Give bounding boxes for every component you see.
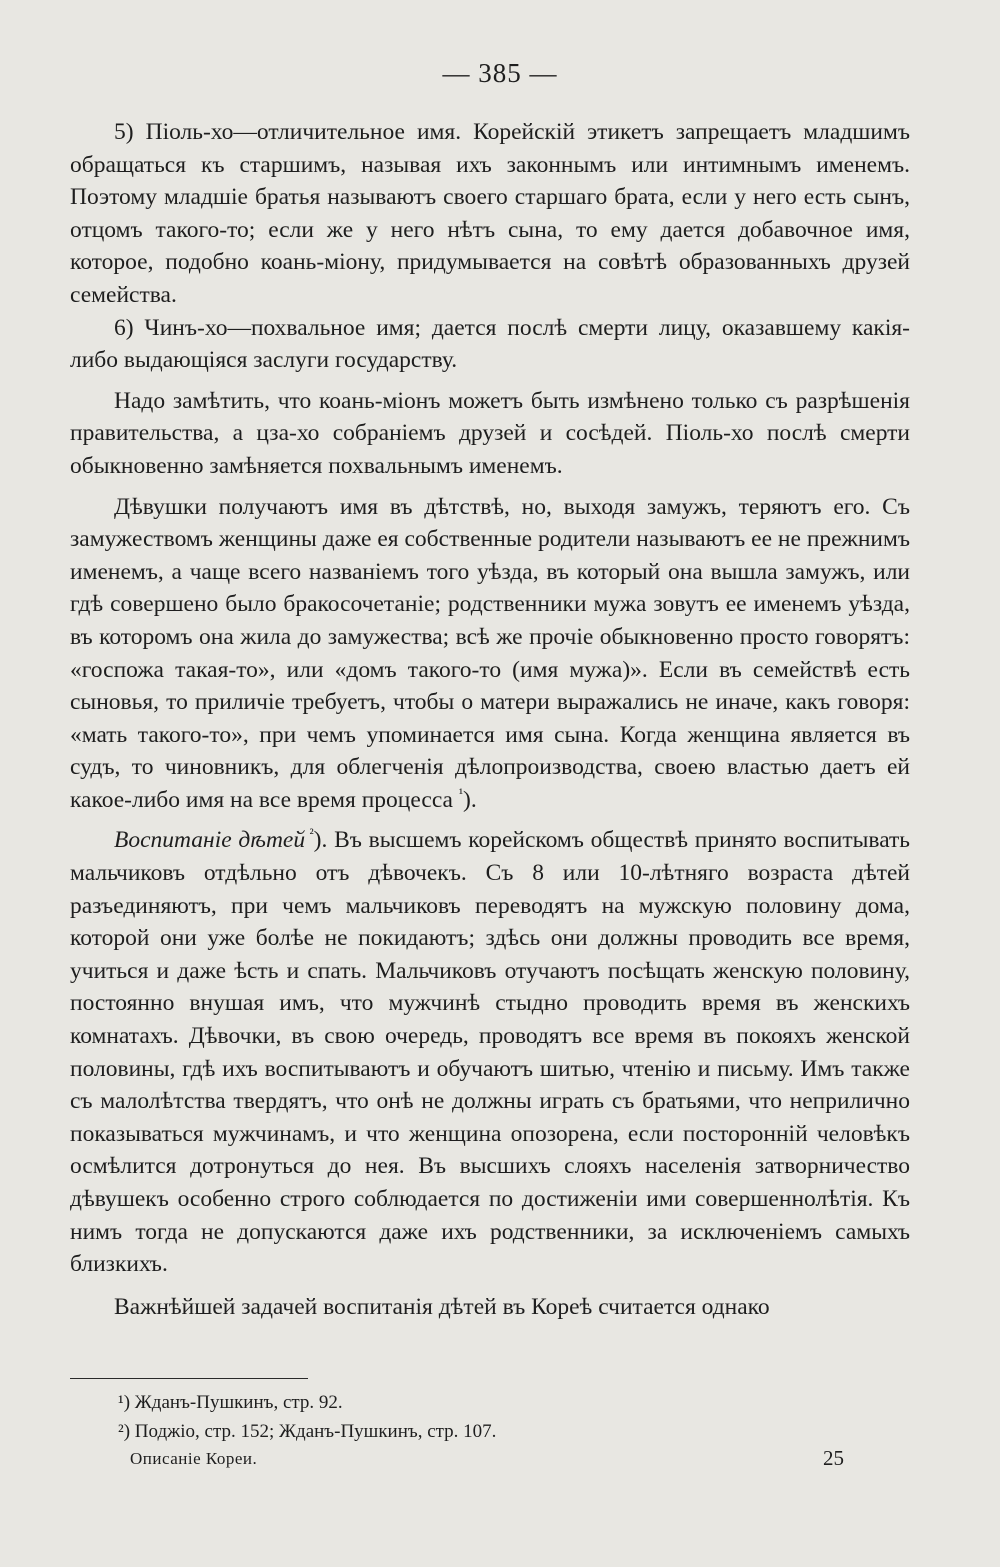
footnote-ref-1: ¹ [458, 787, 464, 803]
main-text [70, 116, 910, 1323]
sheet-number: 25 [823, 1446, 844, 1470]
section-heading-education: Воспитаніе дѣтей [114, 827, 306, 854]
paragraph-girls-names-text: Дѣвушки получаютъ имя въ дѣтствѣ, но, выходя замужъ, теряютъ его. Съ замужествомъ женщины даже ея собственные родители называютъ ее не прежнимъ именемъ, а чаще всего названіемъ того уѣзда, въ который она вышла замужъ, или гдѣ совершено было бракосочетаніе; родственники мужа зовутъ ее именемъ уѣзда, въ которомъ она жила до замужества; всѣ же прочіе обыкновенно просто говорятъ: «госпожа такая-то», или «домъ такого-то (имя мужа)». Если въ семействѣ есть сыновья, то приличіе требуетъ, чтобы о матери выражались не иначе, какъ говоря: «мать такого-то», при чемъ упоминается имя сына. Когда женщина является въ судъ, то чиновникъ, для облегченія дѣлопроизводства, своею властью даетъ ей какое-либо имя на все время процесса [70, 493, 910, 813]
paragraph-girls-names-end: ). [463, 786, 477, 813]
paragraph-chin-kho: 6) Чинъ-хо—похвальное имя; дается послѣ смерти лицу, оказавшему какія-либо выдающіяся заслуги государству. [70, 314, 910, 374]
book-signature: Описаніе Кореи. [130, 1449, 258, 1468]
footnote-1: ¹) Жданъ-Пушкинъ, стр. 92. [118, 1392, 343, 1413]
footnote-2: ²) Поджіо, стр. 152; Жданъ-Пушкинъ, стр. 107. [118, 1421, 497, 1442]
footnote-divider [70, 1378, 308, 1379]
page-number: — 385 — [442, 58, 558, 88]
paragraph-name-changes: Надо замѣтить, что коань-міонъ можетъ быть измѣнено только съ разрѣшенія правительства, а цза-хо собраніемъ друзей и сосѣдей. Піоль-хо послѣ смерти обыкновенно замѣняется похвальнымъ именемъ. [70, 387, 910, 479]
paragraph-education [70, 824, 910, 1280]
footnotes [118, 1388, 496, 1446]
paragraph-girls-names [70, 491, 910, 817]
paragraph-education-text: ). Въ высшемъ корейскомъ обществѣ принято воспитывать мальчиковъ отдѣльно отъ дѣвочекъ. Съ 8 или 10-лѣтняго возраста дѣтей разъединяютъ, при чемъ мальчиковъ переводятъ на мужскую половину дома, которой они уже болѣе не покидаютъ; здѣсь они должны проводить все время, учиться и даже ѣсть и спать. Мальчиковъ отучаютъ посѣщать женскую половину, постоянно внушая имъ, что мужчинѣ стыдно проводить время въ женскихъ комнатахъ. Дѣвочки, въ свою очередь, проводятъ все время въ покояхъ женской половины, гдѣ ихъ воспитываютъ и обучаютъ шитью, чтенію и письму. Имъ также съ малолѣтства твердятъ, что онѣ не должны играть съ братьями, что неприлично показываться мужчинамъ, и что женщина опозорена, если посторонній человѣкъ осмѣлится дотронуться до нея. Въ высшихъ слояхъ населенія затворничество дѣвушекъ особенно строго соблюдается по достиженіи ими совершеннолѣтія. Къ нимъ тогда не допускаются даже ихъ родственники, за исключеніемъ самыхъ близкихъ. [70, 827, 911, 1278]
paragraph-main-task: Важнѣйшей задачей воспитанія дѣтей въ Кореѣ считается однако [114, 1293, 770, 1320]
footnote-ref-2: ² [305, 827, 314, 843]
paragraph-pioly-kho: 5) Піоль-хо—отличительное имя. Корейскій этикетъ запрещаетъ младшимъ обращаться къ старшимъ, называя ихъ законнымъ или интимнымъ именемъ. Поэтому младшіе братья называютъ своего старшаго брата, если у него есть сынъ, отцомъ такого-то; если же у него нѣтъ сына, то ему дается добавочное имя, которое, подобно коань-міону, придумывается на совѣтѣ образованныхъ друзей семейства. [70, 119, 910, 308]
